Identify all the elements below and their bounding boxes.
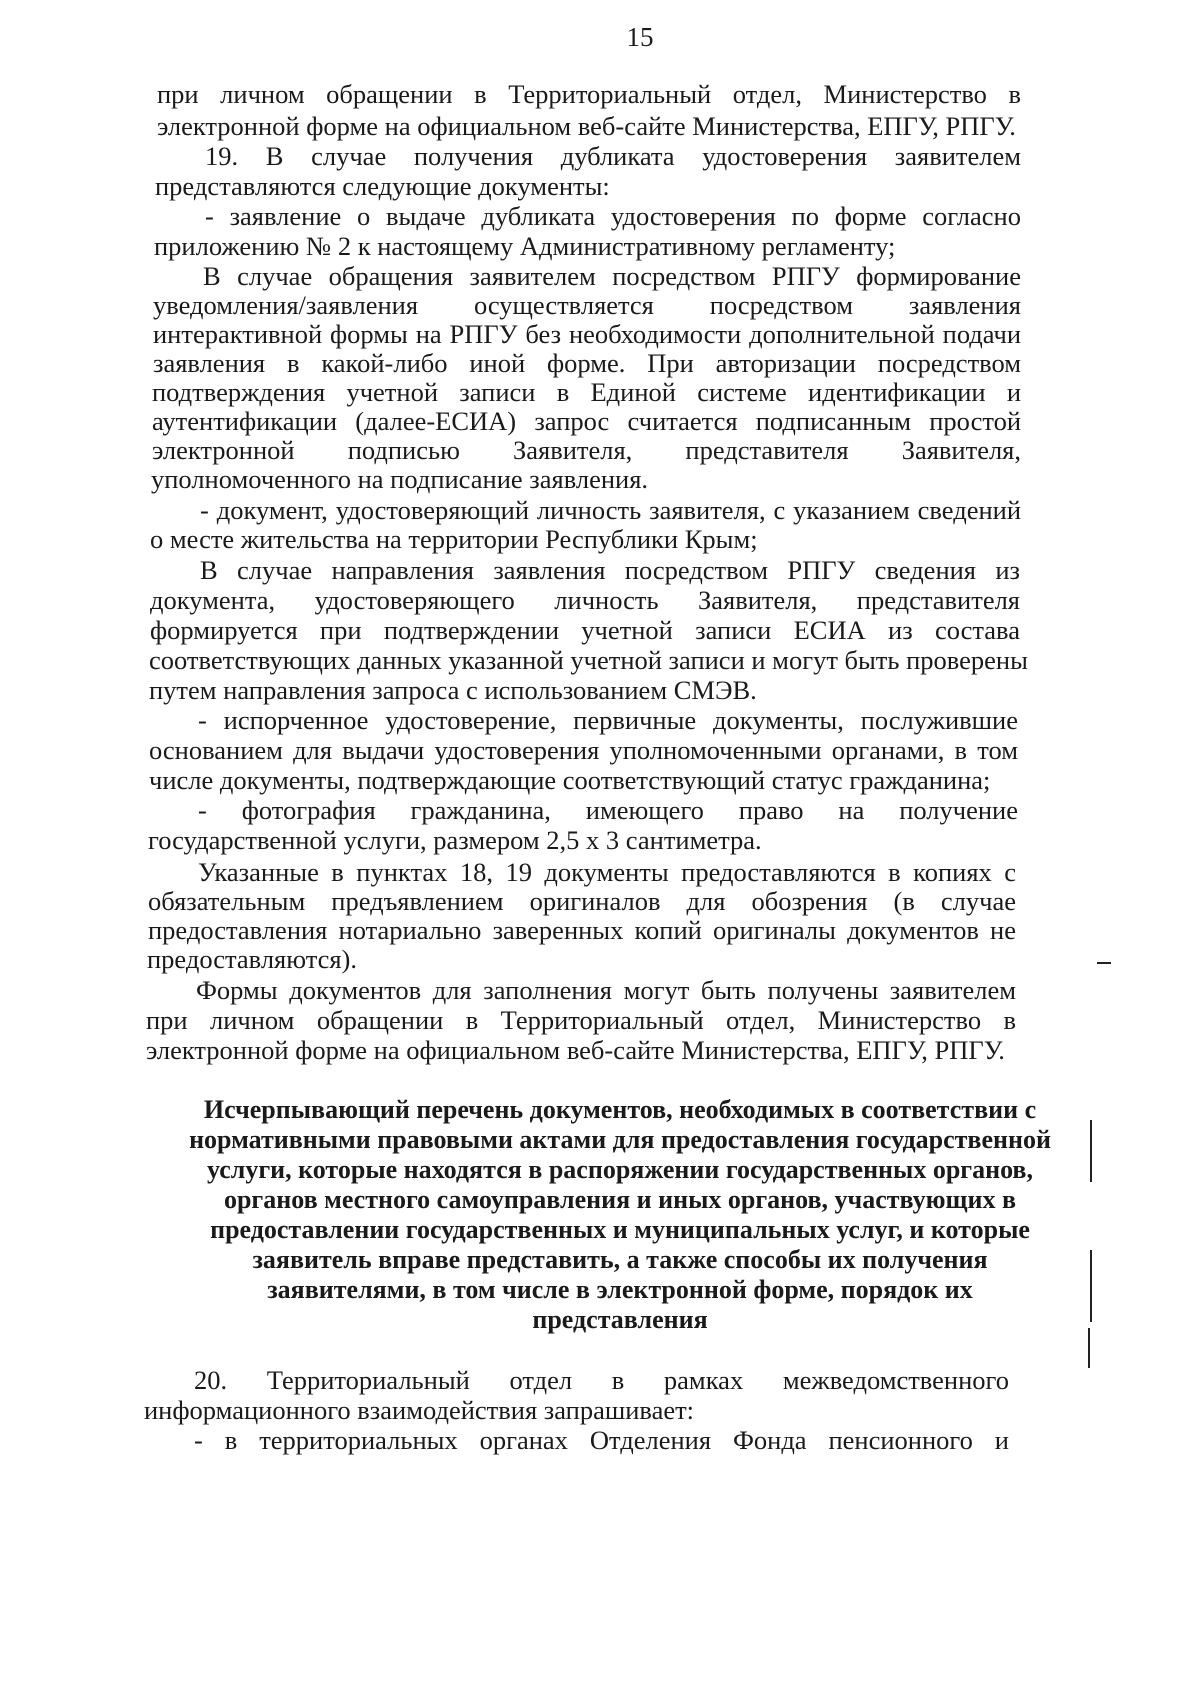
text-line: 20. Территориальный отдел в рамках межведомственного (194, 1365, 1009, 1395)
scan-margin-mark (1090, 1120, 1092, 1182)
text-line: - документ, удостоверяющий личность заявителя, с указанием сведений (200, 495, 1021, 525)
text-line: обязательным предъявлением оригиналов для обозрения (в случае (148, 886, 1016, 916)
text-line: подтверждения учетной записи в Единой системе идентификации и (152, 377, 1021, 407)
text-line: аутентификации (далее-ЕСИА) запрос считается подписанным простой (152, 406, 1021, 436)
text-line: В случае направления заявления посредством РПГУ сведения из (200, 555, 1020, 585)
text-line: числе документы, подтверждающие соответствующий статус гражданина; (149, 765, 991, 795)
scan-margin-mark (1097, 962, 1111, 964)
text-line: о месте жительства на территории Республики Крым; (150, 524, 758, 554)
text-line: основанием для выдачи удостоверения уполномоченными органами, в том (149, 735, 1018, 765)
text-line: приложению № 2 к настоящему Административному регламенту; (154, 231, 896, 261)
text-line: электронной форме на официальном веб-сайте Министерства, ЕПГУ, РПГУ. (146, 1035, 1005, 1065)
section-heading-line: заявителями, в том числе в электронной форме, порядок их (267, 1275, 973, 1304)
text-line: - фотография гражданина, имеющего право на получение (198, 795, 1018, 825)
page-number: 15 (626, 22, 654, 52)
text-line: предоставления нотариально заверенных копий оригиналы документов не (148, 915, 1016, 945)
section-heading-line: предоставлении государственных и муниципальных услуг, и которые (210, 1215, 1030, 1244)
text-line: Указанные в пунктах 18, 19 документы предоставляются в копиях с (198, 857, 1016, 887)
section-heading-line: органов местного самоуправления и иных органов, участвующих в (223, 1185, 1017, 1214)
section-heading-line: Исчерпывающий перечень документов, необходимых в соответствии с (203, 1095, 1037, 1124)
scan-margin-mark (1090, 1250, 1092, 1322)
section-heading-line: услуги, которые находятся в распоряжении государственных органов, (207, 1155, 1033, 1184)
text-line: при личном обращении в Территориальный отдел, Министерство в (157, 79, 1021, 109)
text-line: предоставляются). (147, 944, 357, 974)
section-heading-line: представления (532, 1305, 708, 1334)
text-line: заявления в какой-либо иной форме. При авторизации посредством (153, 348, 1021, 378)
text-line: 19. В случае получения дубликата удостоверения заявителем (205, 141, 1021, 171)
text-line: интерактивной формы на РПГУ без необходимости дополнительной подачи (153, 319, 1021, 349)
text-line: представляются следующие документы: (155, 171, 610, 201)
section-heading-line: нормативными правовыми актами для предоставления государственной (189, 1125, 1051, 1154)
text-line: соответствующих данных указанной учетной записи и могут быть проверены (149, 645, 1028, 675)
section-heading-line: заявитель вправе представить, а также способы их получения (252, 1245, 988, 1274)
text-line: при личном обращении в Территориальный отдел, Министерство в (146, 1005, 1016, 1035)
text-line: В случае обращения заявителем посредством РПГУ формирование (203, 261, 1021, 291)
text-line: электронной форме на официальном веб-сайте Министерства, ЕПГУ, РПГУ. (157, 111, 1016, 141)
text-line: - испорченное удостоверение, первичные документы, послужившие (198, 705, 1018, 735)
text-line: Формы документов для заполнения могут быть получены заявителем (196, 975, 1016, 1005)
scan-margin-mark (1088, 1328, 1090, 1368)
text-line: - заявление о выдаче дубликата удостоверения по форме согласно (205, 201, 1021, 231)
text-line: - в территориальных органах Отделения Фонда пенсионного и (194, 1425, 1009, 1455)
text-line: уполномоченного на подписание заявления. (151, 464, 649, 494)
text-line: государственной услуги, размером 2,5 х 3 сантиметра. (148, 825, 762, 855)
text-line: информационного взаимодействия запрашивает: (144, 1395, 695, 1425)
text-line: уведомления/заявления осуществляется посредством заявления (153, 290, 1021, 320)
text-line: путем направления запроса с использованием СМЭВ. (149, 675, 757, 705)
text-line: электронной подписью Заявителя, представителя Заявителя, (152, 435, 1021, 465)
text-line: документа, удостоверяющего личность Заявителя, представителя (150, 585, 1020, 615)
text-line: формируется при подтверждении учетной записи ЕСИА из состава (150, 615, 1020, 645)
